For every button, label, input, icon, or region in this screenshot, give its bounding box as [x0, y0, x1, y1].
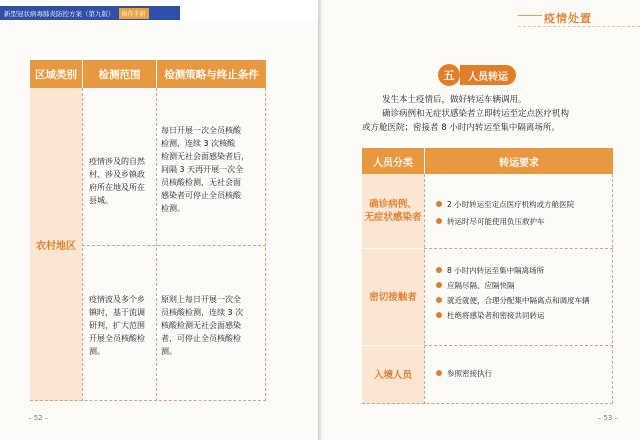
row-divider [362, 403, 613, 404]
requirements-list [436, 264, 590, 322]
text-line: 确诊病例、 [369, 199, 417, 210]
column-divider [424, 174, 425, 404]
table-row-2-strategy [161, 293, 243, 358]
text-line: 检测。 [161, 204, 185, 213]
bullet-icon [436, 218, 442, 224]
section-title: 人员转运 [460, 65, 516, 85]
row-divider [424, 345, 613, 346]
text-line: 村、涉及乡镇政 [89, 170, 145, 179]
category-cell-confirmed [362, 174, 424, 248]
bullet-icon [436, 297, 442, 303]
text-line: 府所在地及所在 [89, 183, 145, 192]
column-divider [612, 174, 613, 404]
category-cell-close-contacts [362, 249, 424, 345]
column-header-strategy: 检测策略与终止条件 [157, 60, 266, 88]
text-line: 检测无社会面感染者后， [161, 152, 249, 161]
handbook-tag: 操作手册 [119, 8, 149, 19]
text-line: 感染者可停止全员核酸 [161, 191, 241, 200]
bullet-icon [436, 267, 442, 273]
text-line: 核酸检测无社会面感染 [161, 321, 241, 330]
text-line: 疫情波及多个乡 [89, 295, 145, 304]
list-item [436, 309, 590, 322]
list-item-text: 转运时尽可能使用负压救护车 [447, 217, 545, 226]
paragraph-line: 或方舱医院；密接者 8 小时内转运至集中隔离场所。 [362, 123, 560, 133]
handbook-title: 新型冠状病毒肺炎防控方案（第九版） [4, 9, 115, 18]
list-item-text: 2 小时转运至定点医疗机构或方舱医院 [447, 200, 575, 209]
paragraph-line: 确诊病例和无症状感染者立即转运至定点医疗机构 [382, 109, 570, 119]
text-line: 员核酸检测，连续 3 次 [161, 308, 244, 317]
transfer-requirements-table [362, 148, 613, 404]
list-item [436, 264, 590, 277]
text-line: 员核酸检测，无社会面 [161, 178, 241, 187]
handbook-banner [0, 6, 180, 20]
text-line: 检测，连续 3 次核酸 [161, 139, 236, 148]
testing-strategy-table [30, 60, 266, 401]
category-label: 入境人员 [373, 369, 412, 381]
paragraph-line: 发生本土疫情后，做好转运车辆调用。 [382, 95, 527, 105]
row-divider [82, 245, 266, 246]
text-line: 镇时，基于流调 [89, 308, 145, 317]
text-line: 疫情涉及的自然 [89, 157, 145, 166]
text-line: 者，可停止全员核酸检 [161, 334, 241, 343]
text-line: 开展全员核酸检 [89, 334, 145, 343]
page-number: – 52 – [28, 414, 49, 422]
column-header-category: 人员分类 [362, 148, 424, 174]
row-divider [424, 248, 613, 249]
section-number-badge: 五 [438, 64, 460, 86]
bullet-icon [436, 370, 442, 376]
text-line: 县城。 [89, 196, 113, 205]
list-item-text: 8 小时内转运至集中隔离场所 [447, 266, 545, 275]
column-header-requirements: 转运要求 [425, 148, 613, 174]
text-line: 测。 [89, 347, 105, 356]
column-header-scope: 检测范围 [83, 60, 156, 88]
right-page [322, 0, 640, 440]
region-label: 农村地区 [36, 241, 76, 252]
text-line: 间隔 3 天再开展一次全 [161, 165, 244, 174]
left-page [0, 0, 318, 440]
header-divider [518, 26, 640, 27]
header-rule [518, 15, 542, 16]
requirements-list [436, 367, 492, 380]
list-item [436, 198, 574, 211]
list-item-text: 就近就便，合理分配集中隔离点和调度车辆 [447, 296, 590, 305]
bullet-icon [436, 312, 442, 318]
region-cell [30, 88, 82, 401]
text-line: 每日开展一次全员核酸 [161, 126, 241, 135]
list-item [436, 279, 590, 292]
list-item-text: 参照密接执行 [447, 369, 492, 378]
list-item-text: 杜绝将感染者和密接共同转运 [447, 311, 545, 320]
category-cell-inbound [362, 346, 424, 404]
list-item [436, 367, 492, 380]
list-item [436, 294, 590, 307]
text-line: 无症状感染者 [364, 212, 422, 223]
category-label [364, 198, 421, 224]
list-item-text: 应隔尽隔、应隔快隔 [447, 281, 515, 290]
page-number: – 53 – [597, 414, 618, 422]
table-row-2-scope [89, 293, 145, 358]
bullet-icon [436, 201, 442, 207]
category-label: 密切接触者 [369, 291, 417, 303]
text-line: 测。 [161, 347, 177, 356]
list-item [436, 215, 574, 228]
table-row-1-scope [89, 155, 145, 207]
left-page-header [0, 0, 318, 22]
requirements-list [436, 198, 574, 228]
chapter-title: 疫情处置 [544, 12, 592, 25]
row-divider [30, 400, 266, 401]
table-row-1-strategy [161, 124, 249, 215]
text-line: 研判，扩大范围 [89, 321, 145, 330]
text-line: 原则上每日开展一次全 [161, 295, 241, 304]
column-header-region: 区域类别 [30, 60, 82, 88]
bullet-icon [436, 282, 442, 288]
